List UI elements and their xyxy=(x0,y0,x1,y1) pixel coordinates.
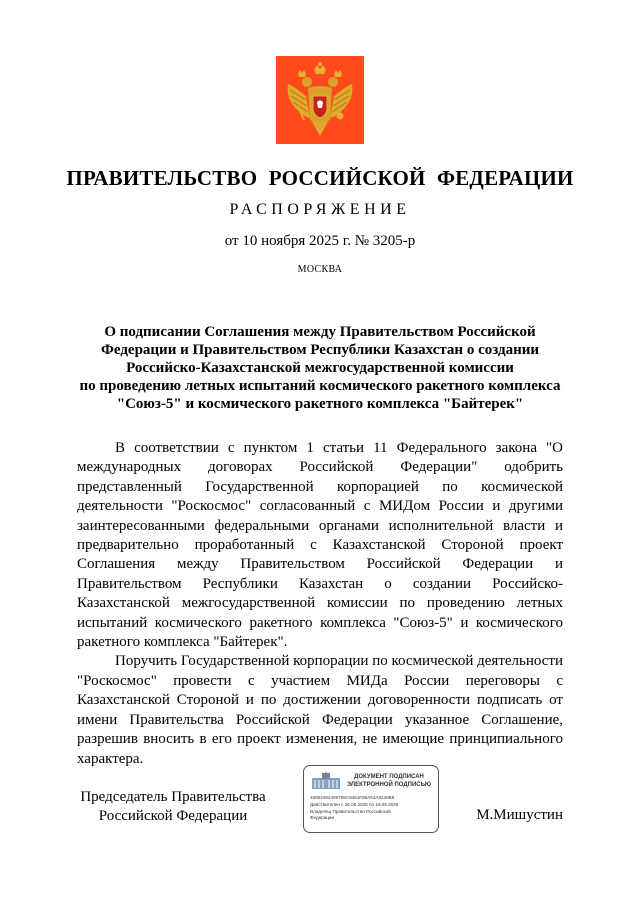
document-date-number: от 10 ноября 2025 г. № 3205-р xyxy=(224,233,416,249)
esig-certificate: 16962482409795C9451F86A54A8228B9 xyxy=(310,795,395,800)
government-title: ПРАВИТЕЛЬСТВО РОССИЙСКОЙ ФЕДЕРАЦИИ xyxy=(66,166,574,190)
coat-of-arms-icon xyxy=(276,56,364,144)
heading-line: по проведению летных испытаний космического ракетного комплекса xyxy=(79,378,561,394)
document-heading xyxy=(70,323,570,413)
heading-line: Российско-Казахстанской межгосударственной комиссии xyxy=(126,360,514,376)
esig-owner-line: Владелец Правительство Российской xyxy=(310,809,391,814)
signatory-name: М.Мишустин xyxy=(476,807,563,823)
esig-header-line: ДОКУМЕНТ ПОДПИСАН xyxy=(354,774,424,780)
body-paragraph: Поручить Государственной корпорации по космической деятельности "Роскосмос" провести с участием МИДа России переговоры с Казахстанской Стороной и по достижении договоренности подписать от имени Правительства Российской Федерации указанное Соглашение, разрешив вносить в его проект изменения, не имеющие принципиального характера. xyxy=(77,653,563,767)
heading-line: Федерации и Правительством Республики Казахстан о создании xyxy=(100,342,540,358)
document-body xyxy=(77,439,563,769)
government-building-icon xyxy=(311,772,341,790)
esig-header-line: ЭЛЕКТРОННОЙ ПОДПИСЬЮ xyxy=(346,781,432,788)
signatory-position-line: Российской Федерации xyxy=(98,808,248,824)
signatory-position xyxy=(78,788,268,826)
esig-owner-line: Федерации xyxy=(310,815,335,820)
electronic-signature-stamp xyxy=(303,765,439,833)
signatory-position-line: Председатель Правительства xyxy=(80,789,266,805)
coat-of-arms-emblem xyxy=(276,56,364,144)
esig-header xyxy=(344,774,434,789)
heading-line: "Союз-5" и космического ракетного комплекса "Байтерек" xyxy=(116,396,524,412)
document-city: МОСКВА xyxy=(297,264,343,275)
body-paragraph: В соответствии с пунктом 1 статьи 11 Федерального закона "О международных договорах Российской Федерации" одобрить представленный Государственной корпорацией по космической деятельности "Роскосмос" согласованный с МИДом России и другими заинтересованными федеральными органами исполнительной власти и предварительно проработанный с Казахстанской Стороной проект Соглашения между Правительством Российской Федерации и Правительством Республики Казахстан о создании Российско-Казахстанской межгосударственной комиссии по проведению летных испытаний космического ракетного комплекса "Союз-5" и космического ракетного комплекса "Байтерек". xyxy=(77,440,563,651)
document-type: РАСПОРЯЖЕНИЕ xyxy=(229,201,411,218)
heading-line: О подписании Соглашения между Правительством Российской xyxy=(104,324,536,340)
esig-validity: Действителен с 26.06.2025 по 19.09.2026 xyxy=(310,802,399,807)
